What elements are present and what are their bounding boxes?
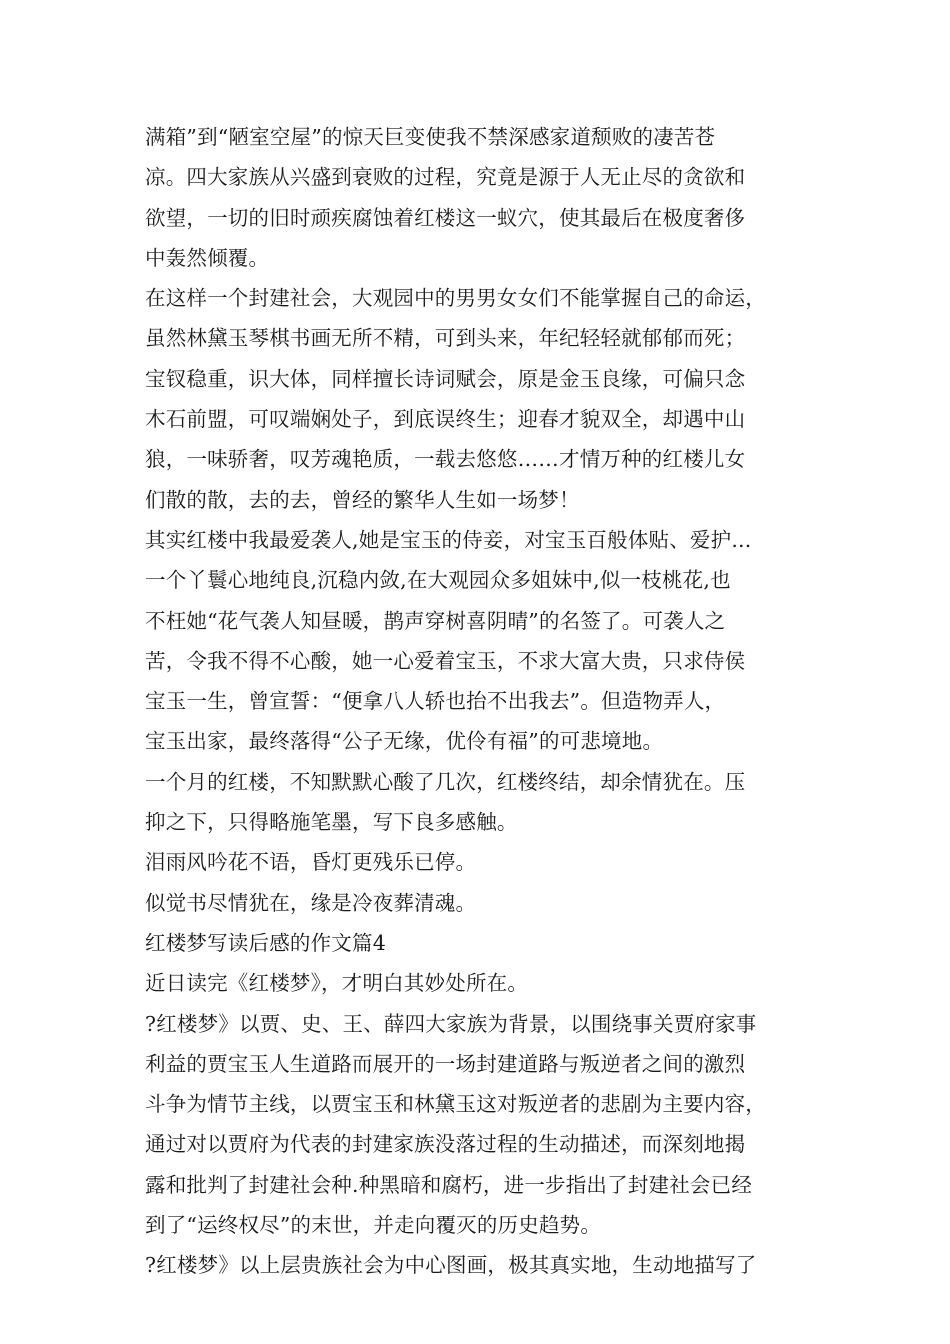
text-line: 木石前盟，可叹端娴处子，到底误终生；迎春才貌双全，却遇中山 <box>145 407 746 432</box>
text-line: 在这样一个封建社会，大观园中的男男女女们不能掌握自己的命运， <box>145 286 766 311</box>
document-body <box>145 117 825 1286</box>
text-line: 欲望，一切的旧时顽疾腐蚀着红楼这一蚁穴，使其最后在极度奢侈 <box>145 205 746 230</box>
text-line: 凉。四大家族从兴盛到衰败的过程，究竟是源于人无止尽的贪欲和 <box>145 165 746 190</box>
text-line: 抑之下，只得略施笔墨，写下良多感触。 <box>145 810 518 835</box>
text-line: 宝玉一生，曾宣誓：“便拿八人轿也抬不出我去”。但造物弄人， <box>145 689 726 714</box>
poem-line: 似觉书尽情犹在，缘是冷夜葬清魂。 <box>145 890 477 915</box>
section-heading: 红楼梦写读后感的作文篇4 <box>145 930 386 955</box>
text-line: 露和批判了封建社会种.种黑暗和腐朽，进一步指出了封建社会已经 <box>145 1172 753 1197</box>
text-line: 满箱”到“陋室空屋”的惊天巨变使我不禁深感家道颓败的凄苦苍 <box>145 125 716 149</box>
text-line: 中轰然倾覆。 <box>145 245 270 270</box>
text-line: 利益的贾宝玉人生道路而展开的一场封建道路与叛逆者之间的激烈 <box>145 1051 746 1076</box>
text-line: ?红楼梦》以上层贵族社会为中心图画，极其真实地，生动地描写了 <box>145 1253 757 1278</box>
text-line: 斗争为情节主线，以贾宝玉和林黛玉这对叛逆者的悲剧为主要内容， <box>145 1092 766 1117</box>
text-line: ?红楼梦》以贾、史、王、薛四大家族为背景，以围绕事关贾府家事 <box>145 1011 757 1036</box>
text-line: 不枉她“花气袭人知昼暖，鹊声穿树喜阴晴”的名签了。可袭人之 <box>145 608 726 633</box>
text-line: 狼，一味骄奢，叹芳魂艳质，一载去悠悠……才情万种的红楼儿女 <box>145 447 746 472</box>
text-line: 虽然林黛玉琴棋书画无所不精，可到头来，年纪轻轻就郁郁而死； <box>145 326 746 351</box>
text-line: 通过对以贾府为代表的封建家族没落过程的生动描述，而深刻地揭 <box>145 1132 746 1157</box>
text-line: 到了“运终权尽”的末世，并走向覆灭的历史趋势。 <box>145 1213 602 1238</box>
text-line: 宝玉出家，最终落得“公子无缘，优伶有福”的可悲境地。 <box>145 729 664 754</box>
text-line: 近日读完《红楼梦》，才明白其妙处所在。 <box>145 971 529 996</box>
text-line: 们散的散，去的去，曾经的繁华人生如一场梦！ <box>145 487 580 512</box>
text-line: 其实红楼中我最爱袭人,她是宝玉的侍妾，对宝玉百般体贴、爱护... <box>145 527 752 552</box>
text-line: 一个丫鬟心地纯良,沉稳内敛,在大观园众多姐妹中,似一枝桃花,也 <box>145 568 731 593</box>
poem-line: 泪雨风吟花不语，昏灯更残乐已停。 <box>145 850 477 875</box>
text-line: 苦，令我不得不心酸，她一心爱着宝玉，不求大富大贵，只求侍侯 <box>145 648 746 673</box>
text-line: 一个月的红楼，不知默默心酸了几次，红楼终结，却余情犹在。压 <box>145 769 746 794</box>
text-line: 宝钗稳重，识大体，同样擅长诗词赋会，原是金玉良缘，可偏只念 <box>145 366 746 391</box>
